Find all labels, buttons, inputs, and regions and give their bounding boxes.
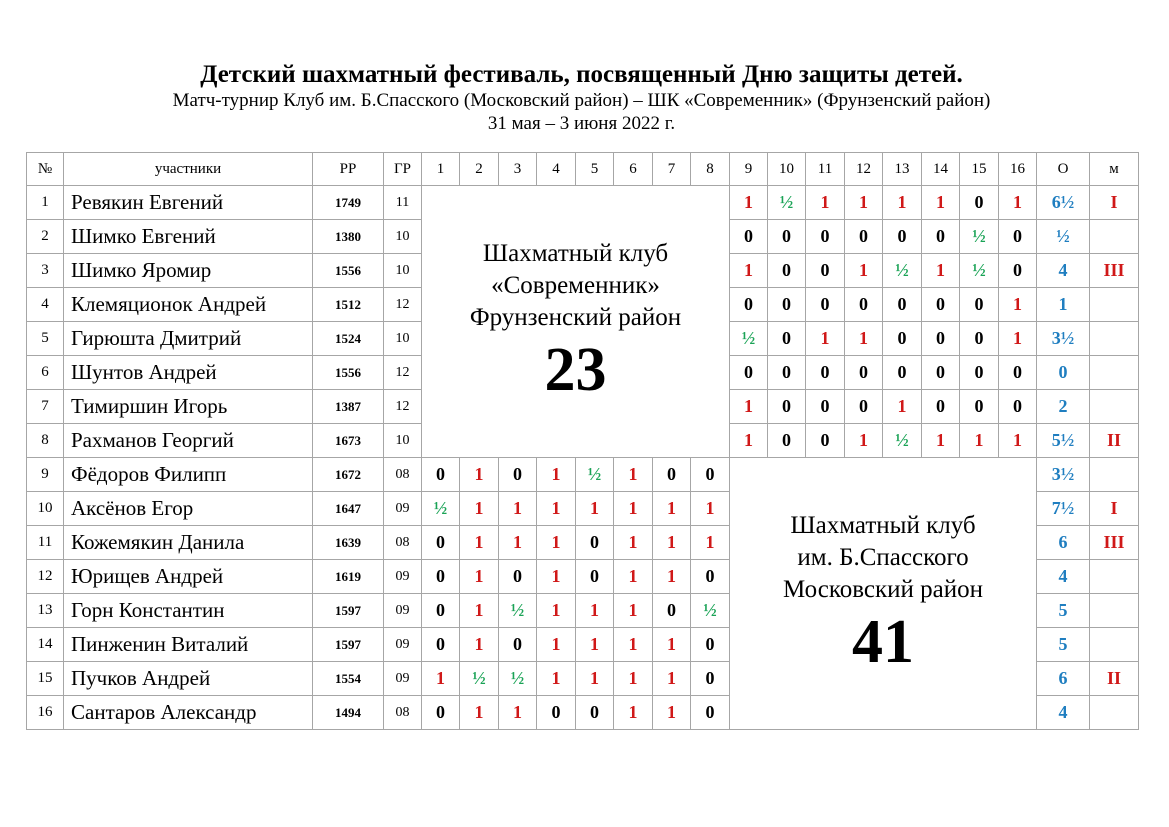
player-name: Шунтов Андрей (64, 356, 313, 390)
score-cell: 1 (537, 594, 576, 628)
player-place (1090, 696, 1139, 730)
score-cell: 0 (422, 560, 460, 594)
player-name: Фёдоров Филипп (64, 458, 313, 492)
score-cell: 0 (883, 322, 922, 356)
score-cell: 0 (499, 458, 537, 492)
score-cell: 0 (691, 662, 730, 696)
score-cell: 1 (999, 322, 1037, 356)
player-group: 12 (384, 390, 422, 424)
score-cell: 1 (460, 560, 499, 594)
player-place (1090, 220, 1139, 254)
player-place: III (1090, 526, 1139, 560)
player-number: 7 (27, 390, 64, 424)
score-cell: 1 (730, 424, 768, 458)
score-cell: 0 (845, 356, 883, 390)
score-cell: 0 (922, 220, 960, 254)
player-total: ½ (1037, 220, 1090, 254)
club-name-line: им. Б.Спасского (797, 543, 969, 571)
col-header-round: 8 (691, 153, 730, 186)
score-cell: 1 (614, 628, 653, 662)
col-header-num: № (27, 153, 64, 186)
header-row (27, 153, 1139, 186)
document-header (0, 60, 1163, 136)
player-name: Горн Константин (64, 594, 313, 628)
score-cell: ½ (499, 662, 537, 696)
score-cell: 1 (537, 560, 576, 594)
player-place (1090, 560, 1139, 594)
score-cell: 1 (537, 526, 576, 560)
player-place (1090, 322, 1139, 356)
player-group: 10 (384, 322, 422, 356)
player-rating: 1597 (313, 594, 384, 628)
score-cell: 0 (806, 356, 845, 390)
score-cell: 0 (883, 356, 922, 390)
player-total: 4 (1037, 254, 1090, 288)
player-rating: 1387 (313, 390, 384, 424)
col-header-round: 11 (806, 153, 845, 186)
score-cell: 0 (576, 696, 614, 730)
score-cell: 0 (960, 288, 999, 322)
score-cell: 1 (537, 662, 576, 696)
player-total: 0 (1037, 356, 1090, 390)
club-total-score: 23 (544, 335, 607, 404)
player-name: Аксёнов Егор (64, 492, 313, 526)
score-cell: 0 (422, 594, 460, 628)
score-cell: 0 (922, 322, 960, 356)
score-cell: 1 (537, 492, 576, 526)
player-number: 2 (27, 220, 64, 254)
score-cell: 0 (691, 560, 730, 594)
player-name: Юрищев Андрей (64, 560, 313, 594)
score-cell: 0 (999, 390, 1037, 424)
score-cell: ½ (576, 458, 614, 492)
player-name: Пучков Андрей (64, 662, 313, 696)
score-cell: ½ (499, 594, 537, 628)
score-cell: 1 (806, 322, 845, 356)
score-cell: 1 (653, 526, 691, 560)
score-cell: 1 (730, 186, 768, 220)
col-header-round: 3 (499, 153, 537, 186)
score-cell: 1 (845, 424, 883, 458)
score-cell: 1 (730, 254, 768, 288)
score-cell: 1 (653, 662, 691, 696)
col-header-round: 1 (422, 153, 460, 186)
score-cell: 1 (614, 492, 653, 526)
player-total: 3½ (1037, 458, 1090, 492)
player-place: I (1090, 186, 1139, 220)
player-name: Тимиршин Игорь (64, 390, 313, 424)
player-place (1090, 594, 1139, 628)
player-number: 1 (27, 186, 64, 220)
score-cell: 0 (422, 526, 460, 560)
score-cell: 0 (730, 356, 768, 390)
player-number: 9 (27, 458, 64, 492)
score-cell: 0 (960, 356, 999, 390)
score-cell: 1 (614, 526, 653, 560)
col-header-round: 9 (730, 153, 768, 186)
player-total: 7½ (1037, 492, 1090, 526)
score-cell: 1 (614, 560, 653, 594)
score-cell: 0 (691, 628, 730, 662)
score-cell: 0 (845, 390, 883, 424)
player-total: 5½ (1037, 424, 1090, 458)
score-cell: 1 (614, 594, 653, 628)
player-rating: 1380 (313, 220, 384, 254)
score-cell: 0 (806, 220, 845, 254)
score-cell: 1 (460, 594, 499, 628)
score-cell: 0 (422, 458, 460, 492)
score-cell: ½ (883, 424, 922, 458)
score-cell: 0 (960, 390, 999, 424)
col-header-round: 14 (922, 153, 960, 186)
score-cell: 0 (691, 458, 730, 492)
player-name: Гирюшта Дмитрий (64, 322, 313, 356)
score-cell: 0 (883, 220, 922, 254)
score-cell: 1 (999, 424, 1037, 458)
score-cell: 0 (499, 560, 537, 594)
score-cell: 0 (691, 696, 730, 730)
col-header-round: 5 (576, 153, 614, 186)
score-cell: 1 (460, 526, 499, 560)
score-cell: 0 (653, 458, 691, 492)
player-group: 10 (384, 220, 422, 254)
player-rating: 1494 (313, 696, 384, 730)
score-cell: 0 (576, 526, 614, 560)
score-cell: ½ (960, 254, 999, 288)
player-total: 4 (1037, 696, 1090, 730)
player-name: Шимко Яромир (64, 254, 313, 288)
score-cell: 1 (576, 492, 614, 526)
score-cell: 1 (499, 526, 537, 560)
player-rating: 1556 (313, 356, 384, 390)
player-number: 10 (27, 492, 64, 526)
score-cell: 1 (614, 696, 653, 730)
col-header-round: 16 (999, 153, 1037, 186)
player-number: 3 (27, 254, 64, 288)
player-rating: 1554 (313, 662, 384, 696)
score-cell: ½ (422, 492, 460, 526)
player-rating: 1673 (313, 424, 384, 458)
score-cell: ½ (691, 594, 730, 628)
score-cell: 0 (768, 424, 806, 458)
score-cell: 0 (768, 322, 806, 356)
club-name-line: Шахматный клуб (790, 511, 976, 539)
score-cell: 0 (422, 696, 460, 730)
score-cell: 1 (845, 186, 883, 220)
player-place: III (1090, 254, 1139, 288)
score-cell: 1 (422, 662, 460, 696)
player-name: Рахманов Георгий (64, 424, 313, 458)
col-header-round: 2 (460, 153, 499, 186)
score-cell: 0 (999, 356, 1037, 390)
score-cell: 0 (768, 390, 806, 424)
player-place: I (1090, 492, 1139, 526)
player-group: 08 (384, 696, 422, 730)
score-cell: 1 (460, 628, 499, 662)
player-total: 5 (1037, 628, 1090, 662)
score-cell: 1 (499, 696, 537, 730)
score-cell: 0 (845, 220, 883, 254)
score-cell: 1 (999, 186, 1037, 220)
player-name: Пинженин Виталий (64, 628, 313, 662)
score-cell: ½ (730, 322, 768, 356)
club-district: Фрунзенский район (469, 303, 682, 331)
score-cell: 1 (653, 560, 691, 594)
score-cell: 0 (537, 696, 576, 730)
player-name: Кожемякин Данила (64, 526, 313, 560)
player-group: 12 (384, 288, 422, 322)
crosstable (26, 152, 1139, 730)
player-number: 15 (27, 662, 64, 696)
player-rating: 1556 (313, 254, 384, 288)
score-cell: 0 (768, 288, 806, 322)
player-place (1090, 390, 1139, 424)
col-header-total: О (1037, 153, 1090, 186)
tournament-dates: 31 мая – 3 июня 2022 г. (487, 113, 676, 134)
player-total: 4 (1037, 560, 1090, 594)
score-cell: 1 (999, 288, 1037, 322)
score-cell: 1 (883, 390, 922, 424)
score-cell: 1 (922, 424, 960, 458)
player-place (1090, 356, 1139, 390)
col-header-group: ГР (384, 153, 422, 186)
score-cell: 0 (883, 288, 922, 322)
col-header-place: м (1090, 153, 1139, 186)
club-block-spassky (730, 458, 1037, 730)
score-cell: ½ (768, 186, 806, 220)
player-group: 12 (384, 356, 422, 390)
player-total: 1 (1037, 288, 1090, 322)
score-cell: ½ (883, 254, 922, 288)
player-rating: 1647 (313, 492, 384, 526)
score-cell: 0 (730, 288, 768, 322)
score-cell: 1 (691, 492, 730, 526)
club-total-score: 41 (852, 607, 914, 676)
score-cell: 1 (653, 628, 691, 662)
player-place (1090, 288, 1139, 322)
player-number: 12 (27, 560, 64, 594)
player-place: II (1090, 662, 1139, 696)
score-cell: 0 (806, 390, 845, 424)
player-place (1090, 458, 1139, 492)
player-number: 14 (27, 628, 64, 662)
score-cell: 1 (883, 186, 922, 220)
page-title: Детский шахматный фестиваль, посвященный Дню защиты детей. (200, 61, 963, 88)
col-header-round: 12 (845, 153, 883, 186)
player-group: 08 (384, 526, 422, 560)
player-group: 10 (384, 424, 422, 458)
club-name-line: Шахматный клуб (482, 239, 669, 267)
score-cell: 1 (730, 390, 768, 424)
match-subtitle: Матч-турнир Клуб им. Б.Спасского (Московский район) – ШК «Современник» (Фрунзенский район) (172, 90, 991, 111)
score-cell: 0 (845, 288, 883, 322)
score-cell: ½ (460, 662, 499, 696)
col-header-round: 7 (653, 153, 691, 186)
player-number: 13 (27, 594, 64, 628)
score-cell: 1 (614, 662, 653, 696)
player-rating: 1619 (313, 560, 384, 594)
col-header-round: 15 (960, 153, 999, 186)
player-total: 5 (1037, 594, 1090, 628)
score-cell: 0 (768, 220, 806, 254)
score-cell: 1 (806, 186, 845, 220)
score-cell: 0 (922, 356, 960, 390)
score-cell: 1 (845, 322, 883, 356)
player-total: 6 (1037, 526, 1090, 560)
score-cell: 0 (768, 254, 806, 288)
score-cell: ½ (960, 220, 999, 254)
score-cell: 0 (576, 560, 614, 594)
score-cell: 0 (730, 220, 768, 254)
table-row (27, 186, 1139, 220)
score-cell: 0 (922, 390, 960, 424)
col-header-round: 13 (883, 153, 922, 186)
player-total: 6½ (1037, 186, 1090, 220)
player-name: Клемяционок Андрей (64, 288, 313, 322)
player-group: 09 (384, 492, 422, 526)
table-row (27, 458, 1139, 492)
col-header-round: 10 (768, 153, 806, 186)
player-group: 09 (384, 662, 422, 696)
score-cell: 1 (922, 186, 960, 220)
score-cell: 0 (960, 186, 999, 220)
player-rating: 1639 (313, 526, 384, 560)
player-name: Ревякин Евгений (64, 186, 313, 220)
score-cell: 1 (653, 696, 691, 730)
club-district: Московский район (783, 575, 983, 603)
player-total: 2 (1037, 390, 1090, 424)
score-cell: 0 (806, 254, 845, 288)
score-cell: 1 (537, 628, 576, 662)
score-cell: 1 (460, 696, 499, 730)
score-cell: 0 (806, 424, 845, 458)
score-cell: 1 (460, 458, 499, 492)
player-rating: 1512 (313, 288, 384, 322)
score-cell: 1 (960, 424, 999, 458)
col-header-round: 6 (614, 153, 653, 186)
player-name: Шимко Евгений (64, 220, 313, 254)
score-cell: 1 (499, 492, 537, 526)
player-rating: 1597 (313, 628, 384, 662)
score-cell: 1 (460, 492, 499, 526)
score-cell: 0 (922, 288, 960, 322)
player-rating: 1524 (313, 322, 384, 356)
player-group: 09 (384, 560, 422, 594)
col-header-name: участники (64, 153, 313, 186)
col-header-rating: РР (313, 153, 384, 186)
score-cell: 0 (768, 356, 806, 390)
score-cell: 0 (499, 628, 537, 662)
col-header-round: 4 (537, 153, 576, 186)
player-name: Сантаров Александр (64, 696, 313, 730)
club-block-sovremennik (422, 186, 730, 458)
player-group: 10 (384, 254, 422, 288)
score-cell: 0 (999, 220, 1037, 254)
club-name-line: «Современник» (491, 271, 660, 299)
player-number: 5 (27, 322, 64, 356)
score-cell: 1 (576, 662, 614, 696)
score-cell: 1 (691, 526, 730, 560)
player-place: II (1090, 424, 1139, 458)
score-cell: 0 (960, 322, 999, 356)
player-group: 09 (384, 594, 422, 628)
score-cell: 0 (422, 628, 460, 662)
player-total: 3½ (1037, 322, 1090, 356)
score-cell: 0 (653, 594, 691, 628)
score-cell: 0 (806, 288, 845, 322)
score-cell: 1 (576, 594, 614, 628)
score-cell: 0 (999, 254, 1037, 288)
player-group: 09 (384, 628, 422, 662)
player-total: 6 (1037, 662, 1090, 696)
player-rating: 1672 (313, 458, 384, 492)
player-number: 6 (27, 356, 64, 390)
player-number: 4 (27, 288, 64, 322)
player-number: 16 (27, 696, 64, 730)
player-number: 8 (27, 424, 64, 458)
player-place (1090, 628, 1139, 662)
score-cell: 1 (537, 458, 576, 492)
player-group: 11 (384, 186, 422, 220)
score-cell: 1 (653, 492, 691, 526)
score-cell: 1 (576, 628, 614, 662)
player-group: 08 (384, 458, 422, 492)
player-rating: 1749 (313, 186, 384, 220)
score-cell: 1 (845, 254, 883, 288)
player-number: 11 (27, 526, 64, 560)
score-cell: 1 (614, 458, 653, 492)
score-cell: 1 (922, 254, 960, 288)
